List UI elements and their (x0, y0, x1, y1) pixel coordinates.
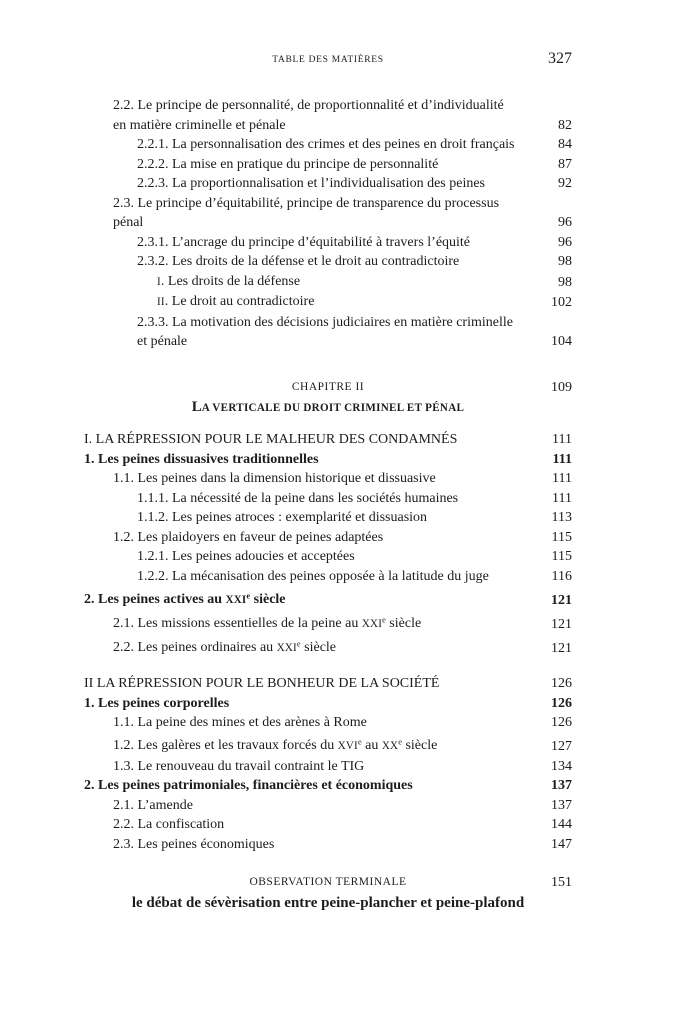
text-segment: 1.1. Les peines dans la dimension historique et dissuasive (113, 471, 436, 486)
text-segment: 2.2.3. La proportionnalisation et l’individualisation des peines (137, 176, 485, 191)
text-segment: 2.2. Le principe de personnalité, de proportionnalité et d’individualité (113, 98, 504, 113)
toc-section-heading (84, 376, 572, 419)
text-segment: 2.3.2. Les droits de la défense et le droit au contradictoire (137, 254, 460, 269)
toc-entry-title (113, 738, 437, 753)
text-segment: L (191, 399, 202, 415)
text-segment: 2.2.2. La mise en pratique du principe de personnalité (137, 156, 439, 172)
superscript-ordinal: e (246, 591, 251, 600)
text-segment: II LA RÉPRESSION POUR LE BONHEUR DE LA SOCIÉTÉ (84, 676, 440, 692)
toc-entry (84, 135, 572, 155)
toc-entry-page-number: 98 (558, 274, 572, 290)
toc-entry (84, 430, 572, 450)
toc-entry-title (113, 837, 274, 852)
superscript-ordinal: e (382, 615, 386, 625)
toc-entry-title (113, 530, 383, 545)
toc-entry (84, 272, 572, 293)
small-caps-text: XXI (276, 641, 297, 654)
small-caps-text: A VERTICALE DU DROIT CRIMINEL ET PÉNAL (201, 402, 465, 414)
toc-entry-page-number: 111 (552, 490, 572, 506)
text-segment: en matière criminelle et pénale (113, 117, 286, 133)
small-caps-text: XXI (361, 617, 383, 630)
toc-entry (84, 489, 572, 509)
superscript-ordinal: e (398, 737, 402, 747)
text-segment: 2. Les peines actives au (84, 591, 226, 607)
toc-entry (84, 796, 572, 816)
text-segment: 2.3. Le principe d’équitabilité, principe de transparence du processus (113, 195, 500, 211)
text-segment: 1.2.1. Les peines adoucies et acceptées (137, 549, 355, 564)
toc-entry (84, 776, 572, 796)
toc-entry (84, 313, 572, 352)
toc-entry-title (113, 98, 504, 133)
toc-entry-title (137, 235, 470, 250)
toc-entry-title (137, 491, 458, 506)
toc-entry-title (113, 817, 224, 832)
toc-entry-page-number: 82 (558, 117, 572, 133)
text-segment: 2.2. La confiscation (113, 817, 225, 833)
toc-entry-page-number: 144 (551, 817, 572, 833)
toc-entry-title (84, 432, 457, 447)
page-folio-number: 327 (548, 50, 572, 67)
toc-entry-page-number: 137 (551, 797, 572, 813)
text-segment: 1.1. La peine des mines et des arènes à Rome (113, 715, 367, 731)
toc-entry-title (113, 616, 421, 631)
text-segment: au (361, 738, 382, 754)
text-segment: 2.2. Les peines ordinaires au (113, 639, 277, 655)
toc-entry-title (137, 137, 515, 152)
text-segment: siècle (300, 639, 337, 655)
toc-entry-title (137, 176, 485, 191)
toc-entry-page-number: 126 (551, 715, 572, 731)
toc-entry (84, 567, 572, 587)
toc-entry-page-number: 111 (552, 432, 572, 447)
toc-entry (84, 155, 572, 175)
text-segment: pénal (113, 215, 144, 230)
text-segment: 1.3. Le renouveau du travail contraint le TIG (113, 758, 365, 774)
toc-entry (84, 610, 572, 634)
text-segment: 2. Les peines patrimoniales, financières et économiques (84, 778, 413, 794)
toc-entry (84, 252, 572, 272)
toc-entry (84, 713, 572, 733)
toc-entry-title (137, 315, 513, 350)
text-segment: 2.1. Les missions essentielles de la peine au (113, 615, 362, 631)
toc-entry (84, 634, 572, 658)
toc-entry-title (84, 592, 286, 607)
superscript-ordinal: e (357, 737, 362, 747)
text-segment: siècle (401, 738, 438, 754)
toc-entry-title (113, 196, 499, 231)
toc-entry-title (137, 157, 438, 172)
toc-entry-page-number: 126 (551, 695, 572, 711)
toc-entry (84, 586, 572, 610)
heading-kicker: CHAPITRE II (291, 380, 365, 393)
text-segment: 2.2.1. La personnalisation des crimes et des peines en droit français (137, 137, 515, 152)
toc-entry (84, 174, 572, 194)
toc-entry (84, 815, 572, 835)
toc-entry-page-number: 111 (552, 471, 572, 486)
toc-entry-page-number: 92 (558, 176, 572, 191)
text-segment: 2.3.3. La motivation des décisions judiciaires en matière criminelle (137, 314, 513, 330)
small-caps-text: XXI (225, 593, 247, 606)
small-caps-text: I (157, 275, 161, 288)
toc-entry (84, 450, 572, 470)
toc-entry-title (137, 254, 459, 269)
toc-entry-title (157, 294, 314, 309)
toc-entry-page-number: 115 (551, 549, 572, 564)
running-header-title: TABLE DES MATIÈRES (272, 55, 384, 65)
small-caps-text: XVI (337, 740, 358, 753)
toc-entry (84, 194, 572, 233)
toc-entry-title (113, 640, 336, 655)
toc-entry-title (84, 452, 319, 467)
toc-entry-page-number: 111 (552, 451, 572, 467)
text-segment: et pénale (137, 334, 188, 349)
toc-entry (84, 233, 572, 253)
toc-entry-page-number: 121 (551, 592, 572, 608)
toc-entry (84, 469, 572, 489)
text-segment: 1.2. Les galères et les travaux forcés du (113, 738, 338, 754)
text-segment: 2.1. L’amende (113, 797, 193, 813)
toc-entry (84, 292, 572, 313)
toc-entry-page-number: 87 (558, 156, 572, 172)
heading-page-number: 151 (551, 875, 572, 891)
text-segment: 1.1.2. Les peines atroces : exemplarité et dissuasion (137, 510, 428, 525)
toc-entry-group (84, 96, 572, 352)
toc-entry-title (113, 715, 367, 730)
toc-entry-page-number: 137 (551, 778, 572, 794)
toc-entry-group (84, 674, 572, 854)
heading-kicker-row (84, 871, 572, 893)
toc-entry-page-number: 96 (558, 215, 572, 230)
toc-entry-page-number: 102 (551, 295, 572, 310)
text-segment: 2.3.1. L’ancrage du principe d’équitabilité à travers l’équité (137, 234, 471, 250)
toc-entry-group (84, 430, 572, 658)
superscript-ordinal: e (296, 639, 301, 649)
toc-entry-title (113, 759, 364, 774)
text-segment: 2.3. Les peines économiques (113, 836, 275, 852)
text-segment: siècle (250, 591, 286, 607)
toc-entry-page-number: 96 (558, 234, 572, 250)
toc-entry (84, 547, 572, 567)
toc-entry-page-number: 84 (558, 137, 572, 152)
toc-entry-title (84, 778, 413, 793)
toc-entry-title (84, 676, 439, 691)
toc-entry (84, 835, 572, 855)
text-segment: . Le droit au contradictoire (164, 294, 315, 309)
toc-entry-title (113, 471, 436, 486)
small-caps-text: XX (381, 740, 399, 753)
toc-entry-title (113, 798, 193, 813)
toc-entry-page-number: 113 (551, 510, 572, 525)
text-segment: 1. Les peines corporelles (84, 695, 230, 711)
table-of-contents (84, 96, 572, 913)
toc-entry-page-number: 127 (551, 739, 572, 755)
toc-entry-title (137, 569, 489, 584)
heading-kicker: OBSERVATION TERMINALE (249, 876, 407, 889)
toc-entry-page-number: 116 (551, 568, 572, 584)
text-segment: 1.2. Les plaidoyers en faveur de peines adaptées (113, 529, 384, 545)
text-segment: le débat de sévèrisation entre peine-plancher et peine-plafond (131, 894, 525, 911)
text-segment: siècle (385, 615, 422, 631)
toc-entry-page-number: 104 (551, 334, 572, 349)
toc-entry (84, 757, 572, 777)
text-segment: . Les droits de la défense (160, 273, 301, 289)
toc-entry-page-number: 134 (551, 758, 572, 774)
heading-kicker-row (84, 376, 572, 398)
toc-entry (84, 508, 572, 528)
toc-section-heading (84, 871, 572, 913)
heading-page-number: 109 (551, 379, 572, 395)
toc-entry-title (157, 274, 300, 289)
toc-entry-page-number: 121 (551, 640, 572, 656)
running-header (84, 50, 572, 72)
toc-entry (84, 694, 572, 714)
text-segment: 1.1.1. La nécessité de la peine dans les sociétés humaines (137, 490, 459, 506)
toc-entry (84, 528, 572, 548)
text-segment: 1. Les peines dissuasives traditionnelles (84, 451, 319, 467)
toc-entry-page-number: 98 (558, 254, 572, 269)
toc-entry-page-number: 126 (551, 676, 572, 692)
text-segment: I. LA RÉPRESSION POUR LE MALHEUR DES CONDAMNÉS (84, 432, 458, 447)
toc-entry-page-number: 115 (551, 529, 572, 545)
heading-title (84, 397, 572, 418)
toc-entry-title (84, 696, 229, 711)
small-caps-text: II (157, 296, 165, 308)
toc-entry-title (137, 510, 427, 525)
toc-entry-page-number: 121 (551, 616, 572, 632)
toc-entry-page-number: 147 (551, 836, 572, 852)
text-segment: 1.2.2. La mécanisation des peines opposée à la latitude du juge (137, 568, 489, 584)
heading-title (84, 893, 572, 913)
toc-entry (84, 674, 572, 694)
toc-entry (84, 733, 572, 757)
toc-entry (84, 96, 572, 135)
toc-entry-title (137, 549, 355, 564)
